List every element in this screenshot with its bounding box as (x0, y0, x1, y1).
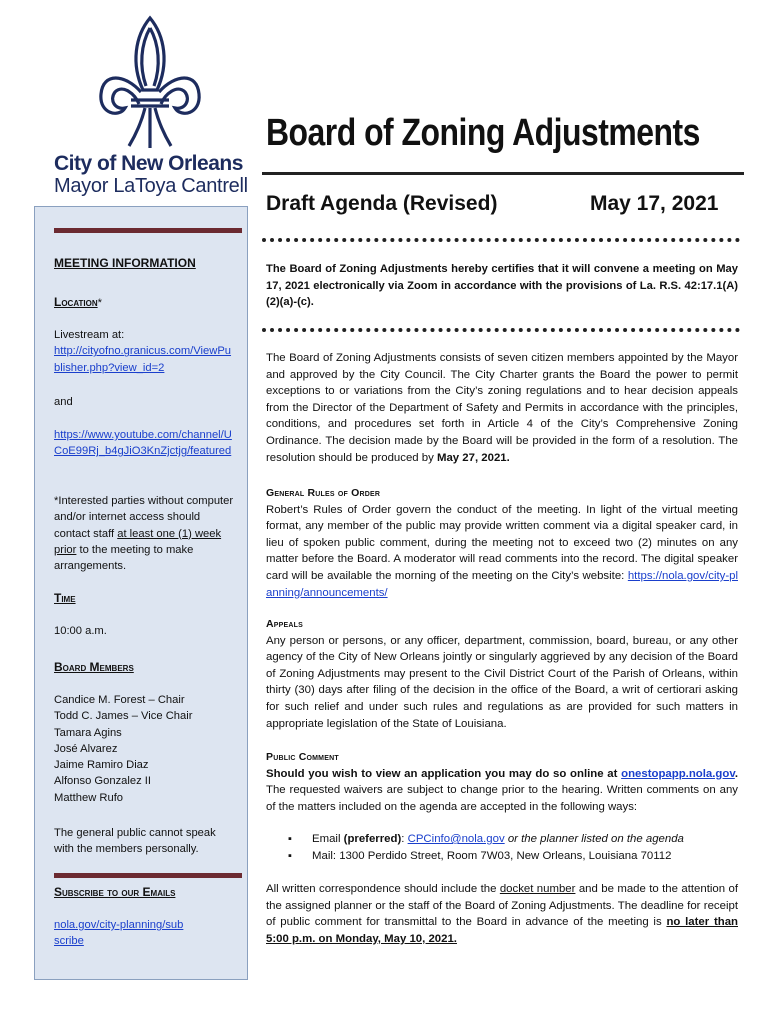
board-members-heading: Board Members (54, 660, 134, 674)
time-value: 10:00 a.m. (54, 625, 107, 637)
appeals-heading: Appeals (266, 618, 303, 630)
access-note: *Interested parties without computer and/or internet access should contact staff at least one (1) week prior to the meeting to make arrangements. (54, 495, 234, 573)
meeting-info-heading: MEETING INFORMATION (54, 256, 196, 270)
and-text: and (54, 396, 73, 408)
agenda-subtitle: Draft Agenda (Revised) (266, 192, 498, 215)
location-heading: Location* (54, 295, 102, 309)
board-member: Tamara Agins (54, 726, 122, 739)
page-title: Board of Zoning Adjustments (266, 112, 700, 154)
subscribe-link-block (54, 917, 184, 950)
rules-heading: General Rules of Order (266, 487, 381, 499)
email-method: ▪ Email (preferred): CPCinfo@nola.gov or the planner listed on the agenda (288, 831, 738, 848)
appeals-paragraph: Any person or persons, or any officer, department, commission, board, bureau, or any other agency of the City of New Orleans jointly or singularly aggrieved by any decision of the Board of Zoning Adjustments may present to the Civil District Court of the Parish of Orleans, within thirty (30) days after filing of the decision in the office of the Board, a writ of certiorari asking for such relief and under such rules and regulations as are provided for such matters in appropriate legislation of the State of Louisiana. (266, 634, 738, 730)
public-comment-section (266, 749, 738, 815)
public-comment-paragraph: Should you wish to view an application you may do so online at onestopapp.nola.gov. The requested waivers are subject to change prior to the hearing. Written comments on any of the matters included on the agenda are accepted in the following ways: (266, 767, 738, 813)
board-member: Alfonso Gonzalez II (54, 775, 152, 788)
sidebar-top-bar (54, 228, 242, 233)
certification-statement: The Board of Zoning Adjustments hereby certifies that it will convene a meeting on May 17, 2021 electronically via Zoom in accordance with the provisions of La. R.S. 42:17.1(A)(2)(a)-(c). (266, 263, 738, 309)
board-member: Todd C. James – Vice Chair (54, 710, 193, 723)
board-member: Matthew Rufo (54, 791, 124, 804)
board-member: Candice M. Forest – Chair (54, 694, 185, 706)
board-member: Jaime Ramiro Diaz (54, 759, 149, 772)
onestop-link[interactable]: onestopapp.nola.gov (621, 767, 735, 780)
title-divider (262, 172, 744, 175)
dotted-divider (262, 328, 740, 332)
meeting-date: May 17, 2021 (590, 192, 719, 215)
announcements-link[interactable]: https://nola.gov/city-planning/announcements/ (266, 569, 738, 599)
city-name: City of New Orleans (54, 152, 243, 175)
sidebar-divider-bar (54, 873, 242, 878)
intro-paragraph: The Board of Zoning Adjustments consists of seven citizen members appointed by the Mayor and approved by the City Council. The City Charter grants the Board the power to permit exceptions to or variations from the City’s zoning regulations and to hear decision appeals from the Director of the Department of Safety and Permits in accordance with the principles, conditions, and procedures set forth in Article 4 of the City’s Comprehensive Zoning Ordinance. The decision made by the Board will be provided in the form of a resolution. The resolution should be produced by May 27, 2021. (266, 352, 738, 464)
board-members-list (54, 692, 234, 806)
correspondence-paragraph: All written correspondence should include the docket number and be made to the attention of the assigned planner or the staff of the Board of Zoning Adjustments. The deadline for receipt of public comment for transmittal to the Board in advance of the meeting is no later than 5:00 p.m. on Monday, May 10, 2021. (266, 883, 738, 945)
subscribe-heading: Subscribe to our Emails (54, 885, 176, 899)
livestream-label: Livestream at: (54, 329, 125, 341)
appeals-section (266, 616, 738, 732)
dotted-divider (262, 238, 740, 242)
livestream-link[interactable]: http://cityofno.granicus.com/ViewPublisher.php?view_id=2 (54, 345, 232, 374)
general-public-note: The general public cannot speak with the members personally. (54, 827, 216, 856)
subscribe-link[interactable]: nola.gov/city-planning/subscribe (54, 919, 184, 948)
time-heading: Time (54, 591, 76, 605)
mayor-name: Mayor LaToya Cantrell (54, 175, 248, 197)
submission-methods (288, 831, 738, 865)
fleur-de-lis-icon (95, 14, 205, 154)
public-comment-heading: Public Comment (266, 751, 339, 763)
board-member: José Alvarez (54, 742, 118, 755)
mail-method: ▪ Mail: 1300 Perdido Street, Room 7W03, New Orleans, Louisiana 70112 (288, 848, 738, 865)
youtube-link-block (54, 427, 234, 460)
rules-paragraph: Robert’s Rules of Order govern the conduct of the meeting. In light of the virtual meeting format, any member of the public may provide written comment via a digital speaker card, in lieu of spoken public comment, during the meeting not to exceed two (2) minutes on any matter before the Board. A moderator will read comments into the record. The digital speaker card will be available the morning of the meeting on the City’s website: https://nola.gov/city-planning/announcements/ (266, 503, 738, 599)
livestream-block (54, 327, 234, 376)
rules-section (266, 485, 738, 601)
email-link[interactable]: CPCinfo@nola.gov (407, 833, 505, 845)
youtube-link[interactable]: https://www.youtube.com/channel/UCoE99Rj_b4gJiO3KnZjctjg/featured (54, 429, 232, 458)
